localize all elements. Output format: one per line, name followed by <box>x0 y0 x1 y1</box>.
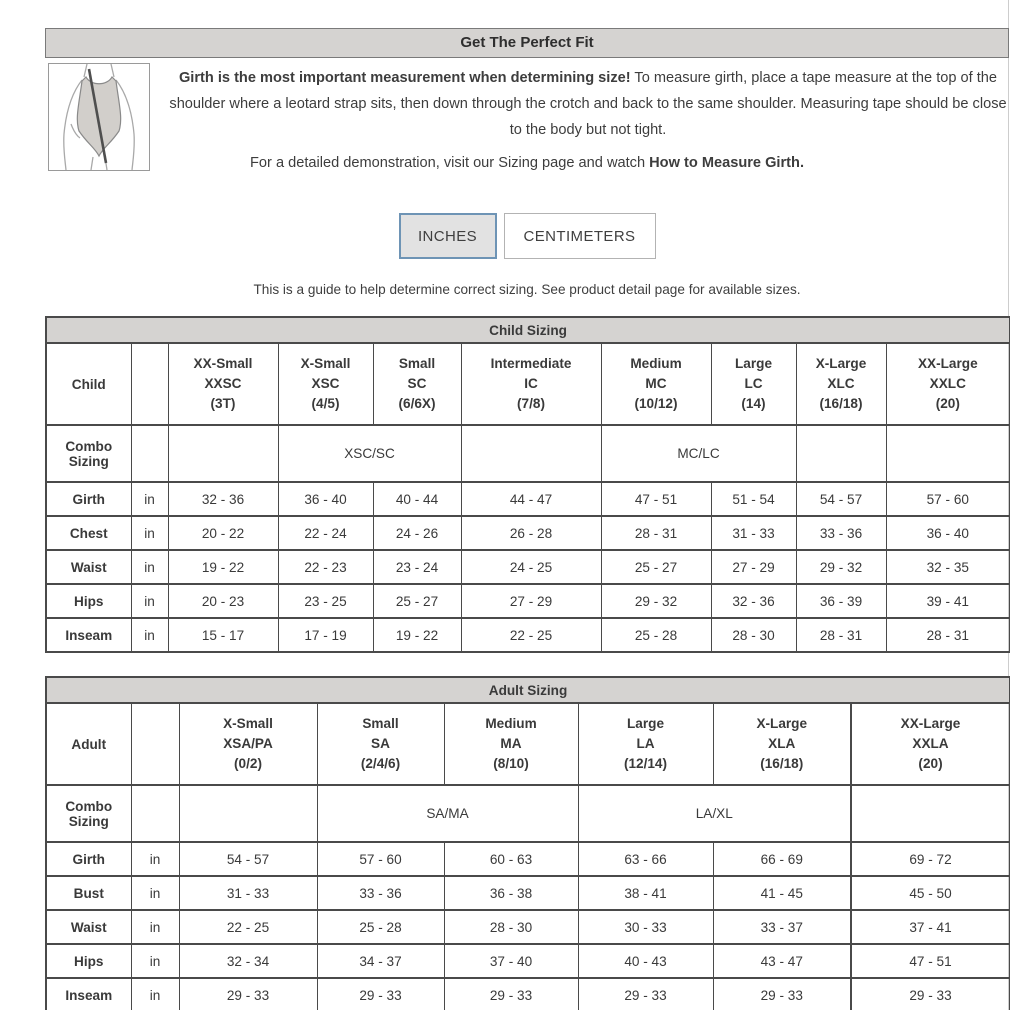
combo-span-cell: SA/MA <box>317 785 578 842</box>
size-name: X-Large <box>815 356 867 371</box>
intro-section <box>45 61 1009 179</box>
combo-unit-cell <box>131 785 179 842</box>
size-name: Small <box>398 356 436 371</box>
measurement-value-cell: 20 - 23 <box>168 584 278 618</box>
size-sizes: (10/12) <box>634 396 678 411</box>
size-code: LA <box>636 736 655 751</box>
size-code: XSC <box>311 376 340 391</box>
demo-note-text: For a detailed demonstration, visit our Sizing page and watch <box>250 155 650 171</box>
measurement-value-cell: 22 - 24 <box>278 516 373 550</box>
size-column-header <box>444 703 578 785</box>
size-column-header <box>179 703 317 785</box>
measurement-value-cell: 51 - 54 <box>711 482 796 516</box>
size-chart-content <box>45 28 1009 1010</box>
size-sizes: (20) <box>935 396 960 411</box>
measurement-value-cell: 29 - 33 <box>179 978 317 1010</box>
measurement-value-cell: 17 - 19 <box>278 618 373 652</box>
measurement-value-cell: 15 - 17 <box>168 618 278 652</box>
adult-sizing-table <box>45 676 1010 1010</box>
unit-header-cell <box>131 343 168 425</box>
combo-span-cell: LA/XL <box>578 785 851 842</box>
measurement-row-label: Girth <box>46 842 131 876</box>
measurement-value-cell: 29 - 33 <box>317 978 444 1010</box>
measurement-value-cell: 34 - 37 <box>317 944 444 978</box>
measurement-value-cell: 63 - 66 <box>578 842 713 876</box>
measurement-value-cell: 25 - 28 <box>601 618 711 652</box>
measurement-value-cell: 24 - 26 <box>373 516 461 550</box>
size-name: X-Small <box>300 356 351 371</box>
size-sizes: (6/6X) <box>398 396 436 411</box>
combo-span-cell: XSC/SC <box>278 425 461 482</box>
measurement-value-cell: 25 - 27 <box>373 584 461 618</box>
measurement-row <box>46 910 1010 944</box>
size-sizes: (12/14) <box>623 756 668 771</box>
measurement-value-cell: 28 - 31 <box>601 516 711 550</box>
measurement-value-cell: 29 - 33 <box>851 978 1010 1010</box>
unit-cell: in <box>131 516 168 550</box>
measurement-value-cell: 25 - 27 <box>601 550 711 584</box>
size-sizes: (20) <box>918 756 943 771</box>
measurement-value-cell: 27 - 29 <box>711 550 796 584</box>
measurement-row-label: Inseam <box>46 978 131 1010</box>
measurement-value-cell: 31 - 33 <box>179 876 317 910</box>
measurement-row-label: Bust <box>46 876 131 910</box>
measurement-value-cell: 23 - 24 <box>373 550 461 584</box>
measurement-value-cell: 19 - 22 <box>373 618 461 652</box>
measurement-row <box>46 482 1010 516</box>
size-code: SC <box>407 376 427 391</box>
measurement-value-cell: 38 - 41 <box>578 876 713 910</box>
combo-sizing-label: Combo Sizing <box>46 425 131 482</box>
size-code: XLA <box>768 736 796 751</box>
size-name: XX-Large <box>900 716 961 731</box>
size-name: X-Large <box>756 716 808 731</box>
measurement-value-cell: 25 - 28 <box>317 910 444 944</box>
size-code: XXLC <box>929 376 966 391</box>
measurement-row <box>46 584 1010 618</box>
measurement-row-label: Inseam <box>46 618 131 652</box>
measurement-value-cell: 33 - 36 <box>317 876 444 910</box>
size-column-header <box>601 343 711 425</box>
measurement-value-cell: 45 - 50 <box>851 876 1010 910</box>
unit-cell: in <box>131 550 168 584</box>
measurement-value-cell: 32 - 35 <box>886 550 1010 584</box>
measurement-value-cell: 66 - 69 <box>713 842 851 876</box>
combo-span-cell <box>796 425 886 482</box>
size-name: X-Small <box>223 716 273 731</box>
measurement-value-cell: 41 - 45 <box>713 876 851 910</box>
combo-span-cell <box>168 425 278 482</box>
measurement-row <box>46 876 1010 910</box>
size-name: Intermediate <box>490 356 572 371</box>
size-column-header <box>278 343 373 425</box>
unit-cell: in <box>131 584 168 618</box>
measurement-row <box>46 842 1010 876</box>
size-name: Large <box>734 356 773 371</box>
measurement-value-cell: 47 - 51 <box>851 944 1010 978</box>
size-code: LC <box>744 376 763 391</box>
measurement-value-cell: 28 - 30 <box>711 618 796 652</box>
measurement-row-label: Waist <box>46 550 131 584</box>
size-code: XXLA <box>912 736 949 751</box>
group-label: Adult <box>46 703 131 785</box>
measurement-value-cell: 54 - 57 <box>179 842 317 876</box>
unit-header-cell <box>131 703 179 785</box>
size-code: MC <box>645 376 667 391</box>
measurement-row <box>46 550 1010 584</box>
unit-cell: in <box>131 944 179 978</box>
measurement-value-cell: 27 - 29 <box>461 584 601 618</box>
measurement-value-cell: 30 - 33 <box>578 910 713 944</box>
measurement-value-cell: 57 - 60 <box>886 482 1010 516</box>
size-sizes: (4/5) <box>311 396 340 411</box>
measurement-row <box>46 944 1010 978</box>
size-column-header <box>168 343 278 425</box>
size-sizes: (16/18) <box>760 756 804 771</box>
measurement-value-cell: 32 - 36 <box>711 584 796 618</box>
size-name: Medium <box>485 716 537 731</box>
size-name: XX-Small <box>193 356 253 371</box>
combo-span-cell <box>851 785 1010 842</box>
measurement-value-cell: 28 - 30 <box>444 910 578 944</box>
inches-button[interactable]: INCHES <box>399 213 497 259</box>
size-sizes: (3T) <box>210 396 236 411</box>
measurement-value-cell: 29 - 32 <box>796 550 886 584</box>
size-name: Medium <box>630 356 682 371</box>
measurement-value-cell: 33 - 37 <box>713 910 851 944</box>
measurement-value-cell: 44 - 47 <box>461 482 601 516</box>
measurement-value-cell: 60 - 63 <box>444 842 578 876</box>
measurement-row <box>46 618 1010 652</box>
measurement-value-cell: 28 - 31 <box>796 618 886 652</box>
measurement-value-cell: 40 - 44 <box>373 482 461 516</box>
measurement-value-cell: 19 - 22 <box>168 550 278 584</box>
measurement-value-cell: 23 - 25 <box>278 584 373 618</box>
measurement-value-cell: 47 - 51 <box>601 482 711 516</box>
unit-cell: in <box>131 910 179 944</box>
table-title: Adult Sizing <box>46 677 1010 703</box>
size-name: Large <box>626 716 665 731</box>
measurement-row-label: Hips <box>46 944 131 978</box>
measurement-value-cell: 29 - 33 <box>713 978 851 1010</box>
size-sizes: (2/4/6) <box>360 756 401 771</box>
measurement-value-cell: 29 - 33 <box>444 978 578 1010</box>
measurement-value-cell: 69 - 72 <box>851 842 1010 876</box>
size-column-header <box>461 343 601 425</box>
measurement-value-cell: 37 - 40 <box>444 944 578 978</box>
size-code: IC <box>524 376 538 391</box>
size-column-header <box>886 343 1010 425</box>
size-column-header <box>851 703 1010 785</box>
girth-instructions-lead: Girth is the most important measurement when determining size! <box>178 70 631 86</box>
measurement-row-label: Chest <box>46 516 131 550</box>
measurement-value-cell: 26 - 28 <box>461 516 601 550</box>
measurement-value-cell: 20 - 22 <box>168 516 278 550</box>
measurement-value-cell: 36 - 40 <box>278 482 373 516</box>
leotard-girth-diagram-icon <box>48 63 150 171</box>
measurement-value-cell: 24 - 25 <box>461 550 601 584</box>
size-code: SA <box>371 736 390 751</box>
combo-sizing-label: Combo Sizing <box>46 785 131 842</box>
measurement-row-label: Hips <box>46 584 131 618</box>
measurement-value-cell: 36 - 38 <box>444 876 578 910</box>
girth-instructions <box>167 61 1009 143</box>
size-column-header <box>578 703 713 785</box>
measurement-row-label: Waist <box>46 910 131 944</box>
size-code: XSA/PA <box>223 736 273 751</box>
measurement-value-cell: 43 - 47 <box>713 944 851 978</box>
measurement-value-cell: 39 - 41 <box>886 584 1010 618</box>
size-name: Small <box>362 716 399 731</box>
size-name: XX-Large <box>917 356 978 371</box>
combo-span-cell <box>461 425 601 482</box>
combo-span-cell <box>886 425 1010 482</box>
measurement-value-cell: 32 - 34 <box>179 944 317 978</box>
measurement-value-cell: 54 - 57 <box>796 482 886 516</box>
measurement-value-cell: 33 - 36 <box>796 516 886 550</box>
size-column-header <box>373 343 461 425</box>
size-code: MA <box>500 736 522 751</box>
measurement-value-cell: 29 - 32 <box>601 584 711 618</box>
combo-span-cell <box>179 785 317 842</box>
size-sizes: (8/10) <box>493 756 529 771</box>
size-sizes: (0/2) <box>234 756 262 771</box>
combo-span-cell: MC/LC <box>601 425 796 482</box>
unit-cell: in <box>131 842 179 876</box>
measurement-value-cell: 22 - 23 <box>278 550 373 584</box>
group-label: Child <box>46 343 131 425</box>
measurement-value-cell: 28 - 31 <box>886 618 1010 652</box>
centimeters-button[interactable]: CENTIMETERS <box>504 213 656 259</box>
table-title: Child Sizing <box>46 317 1010 343</box>
measurement-value-cell: 57 - 60 <box>317 842 444 876</box>
size-sizes: (16/18) <box>819 396 863 411</box>
measurement-value-cell: 22 - 25 <box>461 618 601 652</box>
sizing-guide-note: This is a guide to help determine correct sizing. See product detail page for available sizes. <box>253 282 801 297</box>
unit-cell: in <box>131 978 179 1010</box>
child-sizing-table <box>45 316 1010 653</box>
measurement-value-cell: 37 - 41 <box>851 910 1010 944</box>
measurement-value-cell: 31 - 33 <box>711 516 796 550</box>
page-title: Get The Perfect Fit <box>45 28 1009 58</box>
measurement-value-cell: 29 - 33 <box>578 978 713 1010</box>
size-column-header <box>796 343 886 425</box>
size-column-header <box>711 343 796 425</box>
girth-instructions-body: To measure girth, place a tape measure at the top of the shoulder where a leotard strap sits, then down through the crotch and back to the same shoulder. Measuring tape should be close to the body but not tight. <box>169 70 1007 138</box>
measurement-value-cell: 36 - 39 <box>796 584 886 618</box>
combo-unit-cell <box>131 425 168 482</box>
measurement-row-label: Girth <box>46 482 131 516</box>
unit-cell: in <box>131 482 168 516</box>
size-sizes: (7/8) <box>517 396 545 411</box>
unit-cell: in <box>131 876 179 910</box>
measurement-row <box>46 516 1010 550</box>
measurement-value-cell: 32 - 36 <box>168 482 278 516</box>
demo-note-bold: How to Measure Girth. <box>649 155 804 171</box>
measurement-row <box>46 978 1010 1010</box>
demo-note <box>45 143 1009 171</box>
size-column-header <box>713 703 851 785</box>
measurement-value-cell: 22 - 25 <box>179 910 317 944</box>
measurement-value-cell: 36 - 40 <box>886 516 1010 550</box>
size-column-header <box>317 703 444 785</box>
measurement-value-cell: 40 - 43 <box>578 944 713 978</box>
unit-toggle <box>45 213 1009 259</box>
size-code: XLC <box>827 376 855 391</box>
size-code: XXSC <box>204 376 242 391</box>
unit-cell: in <box>131 618 168 652</box>
size-sizes: (14) <box>741 396 766 411</box>
